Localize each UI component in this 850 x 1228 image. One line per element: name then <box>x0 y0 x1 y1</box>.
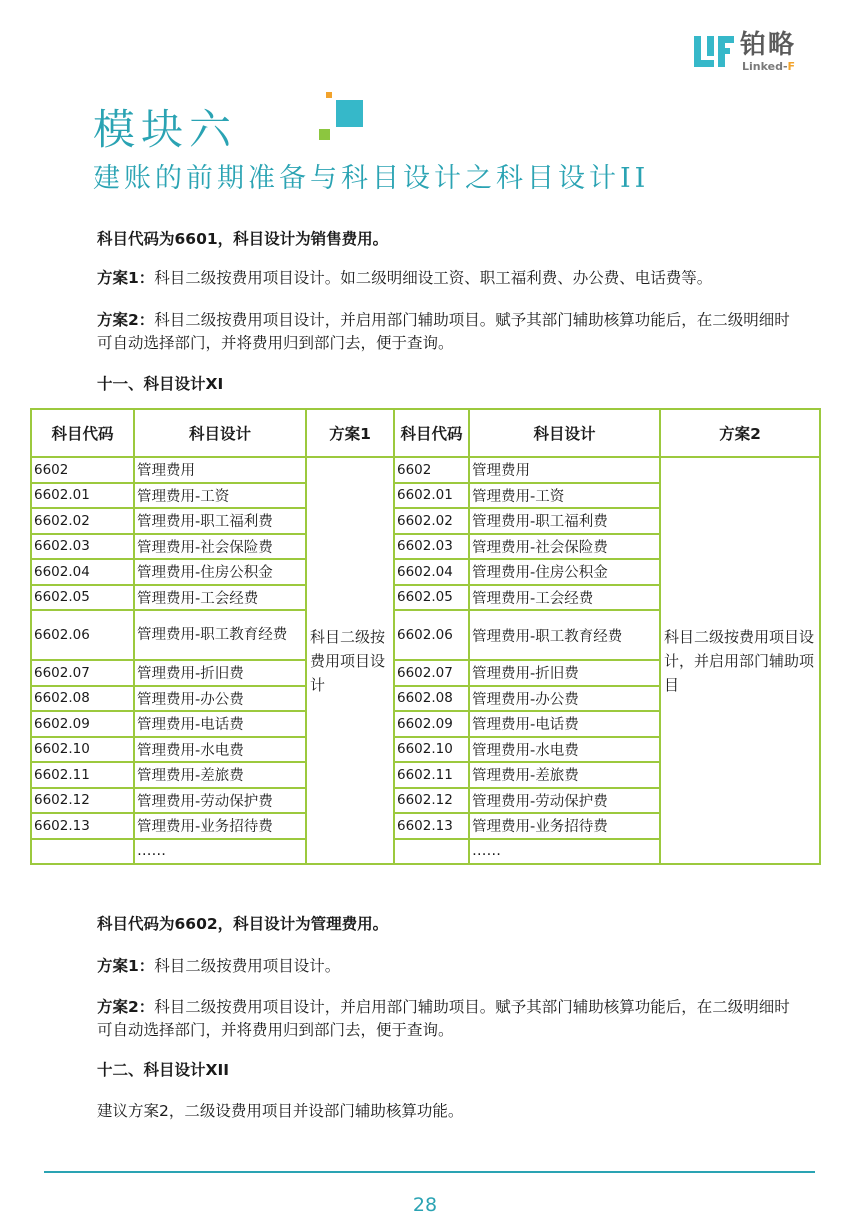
row-name-ellipsis: …… <box>134 839 306 865</box>
row-name: 管理费用-职工福利费 <box>134 508 306 534</box>
row-name: 管理费用-职工教育经费 <box>134 610 306 660</box>
row-code: 6602.10 <box>394 737 469 763</box>
row-code: 6602.09 <box>394 711 469 737</box>
row-name: 管理费用-工资 <box>134 483 306 509</box>
header-code-2: 科目代码 <box>394 409 469 457</box>
row-name: 管理费用-职工教育经费 <box>469 610 660 660</box>
row-name: 管理费用-工会经费 <box>134 585 306 611</box>
row-name: 管理费用-办公费 <box>469 686 660 712</box>
page-number: 28 <box>412 1194 438 1216</box>
row-code: 6602 <box>31 457 134 483</box>
row-code: 6602.04 <box>31 559 134 585</box>
row-code: 6602.09 <box>31 711 134 737</box>
row-code: 6602.13 <box>31 813 134 839</box>
plan2-cell: 科目二级按费用项目设计，并启用部门辅助项目 <box>660 457 820 864</box>
row-name: 管理费用-业务招待费 <box>469 813 660 839</box>
row-name: 管理费用-职工福利费 <box>469 508 660 534</box>
row-code: 6602.02 <box>394 508 469 534</box>
row-code: 6602.07 <box>394 660 469 686</box>
row-name-ellipsis: …… <box>469 839 660 865</box>
section-a-plan2: 方案2：科目二级按费用项目设计，并启用部门辅助项目。赋予其部门辅助核算功能后，在二级明细时可自动选择部门，并将费用归到部门去，便于查询。 <box>97 311 790 352</box>
header-design-1: 科目设计 <box>134 409 306 457</box>
row-code: 6602.05 <box>31 585 134 611</box>
row-code: 6602.10 <box>31 737 134 763</box>
row-code: 6602.04 <box>394 559 469 585</box>
row-name: 管理费用-差旅费 <box>134 762 306 788</box>
section-b-plan2: 方案2：科目二级按费用项目设计，并启用部门辅助项目。赋予其部门辅助核算功能后，在二级明细时可自动选择部门，并将费用归到部门去，便于查询。 <box>97 998 790 1039</box>
header-design-2: 科目设计 <box>469 409 660 457</box>
row-name: 管理费用-折旧费 <box>469 660 660 686</box>
row-name: 管理费用-水电费 <box>134 737 306 763</box>
row-code: 6602.03 <box>31 534 134 560</box>
row-name: 管理费用-工资 <box>469 483 660 509</box>
row-code: 6602.02 <box>31 508 134 534</box>
recommendation: 建议方案2，二级设费用项目并设部门辅助核算功能。 <box>97 1102 464 1120</box>
brand-logo <box>694 30 814 74</box>
row-name: 管理费用 <box>134 457 306 483</box>
brand-name-en: Linked-F <box>742 60 796 73</box>
row-code: 6602.06 <box>394 610 469 660</box>
section-a-intro: 科目代码为6601，科目设计为销售费用。 <box>97 230 389 248</box>
row-name: 管理费用-水电费 <box>469 737 660 763</box>
section-b-intro: 科目代码为6602，科目设计为管理费用。 <box>97 915 389 933</box>
row-name: 管理费用-社会保险费 <box>134 534 306 560</box>
row-name: 管理费用 <box>469 457 660 483</box>
row-code <box>394 839 469 865</box>
row-code: 6602.03 <box>394 534 469 560</box>
table-row <box>31 457 820 483</box>
row-name: 管理费用-劳动保护费 <box>134 788 306 814</box>
row-code: 6602.08 <box>31 686 134 712</box>
brand-mark-icon <box>694 32 734 72</box>
decor-square-teal <box>336 100 363 127</box>
section-b-plan1: 方案1：科目二级按费用项目设计。 <box>97 957 341 975</box>
header-plan-2: 方案2 <box>660 409 820 457</box>
row-name: 管理费用-劳动保护费 <box>469 788 660 814</box>
row-code: 6602.12 <box>31 788 134 814</box>
footer-divider <box>44 1171 815 1173</box>
row-code: 6602.01 <box>394 483 469 509</box>
table-header-row <box>31 409 820 457</box>
header-code-1: 科目代码 <box>31 409 134 457</box>
row-name: 管理费用-电话费 <box>134 711 306 737</box>
plan1-cell: 科目二级按费用项目设计 <box>306 457 394 864</box>
row-name: 管理费用-折旧费 <box>134 660 306 686</box>
row-name: 管理费用-办公费 <box>134 686 306 712</box>
row-code: 6602.12 <box>394 788 469 814</box>
row-code: 6602.07 <box>31 660 134 686</box>
section-a-plan1: 方案1：科目二级按费用项目设计。如二级明细设工资、职工福利费、办公费、电话费等。 <box>97 269 713 287</box>
row-code: 6602.13 <box>394 813 469 839</box>
row-code: 6602.01 <box>31 483 134 509</box>
account-design-table <box>30 408 821 865</box>
brand-name-cn: 铂略 <box>740 30 797 60</box>
row-code: 6602.11 <box>394 762 469 788</box>
row-name: 管理费用-电话费 <box>469 711 660 737</box>
row-code <box>31 839 134 865</box>
row-name: 管理费用-业务招待费 <box>134 813 306 839</box>
row-code: 6602.06 <box>31 610 134 660</box>
row-code: 6602.05 <box>394 585 469 611</box>
row-code: 6602.11 <box>31 762 134 788</box>
header-plan-1: 方案1 <box>306 409 394 457</box>
module-subtitle: 建账的前期准备与科目设计之科目设计II <box>93 163 650 194</box>
decor-square-orange <box>326 92 332 98</box>
module-title: 模块六 <box>93 105 238 154</box>
row-code: 6602 <box>394 457 469 483</box>
row-name: 管理费用-住房公积金 <box>134 559 306 585</box>
row-name: 管理费用-工会经费 <box>469 585 660 611</box>
decor-square-green <box>319 129 330 140</box>
row-code: 6602.08 <box>394 686 469 712</box>
row-name: 管理费用-社会保险费 <box>469 534 660 560</box>
row-name: 管理费用-差旅费 <box>469 762 660 788</box>
row-name: 管理费用-住房公积金 <box>469 559 660 585</box>
heading-xi: 十一、科目设计XI <box>97 375 224 393</box>
heading-xii: 十二、科目设计XII <box>97 1061 229 1079</box>
